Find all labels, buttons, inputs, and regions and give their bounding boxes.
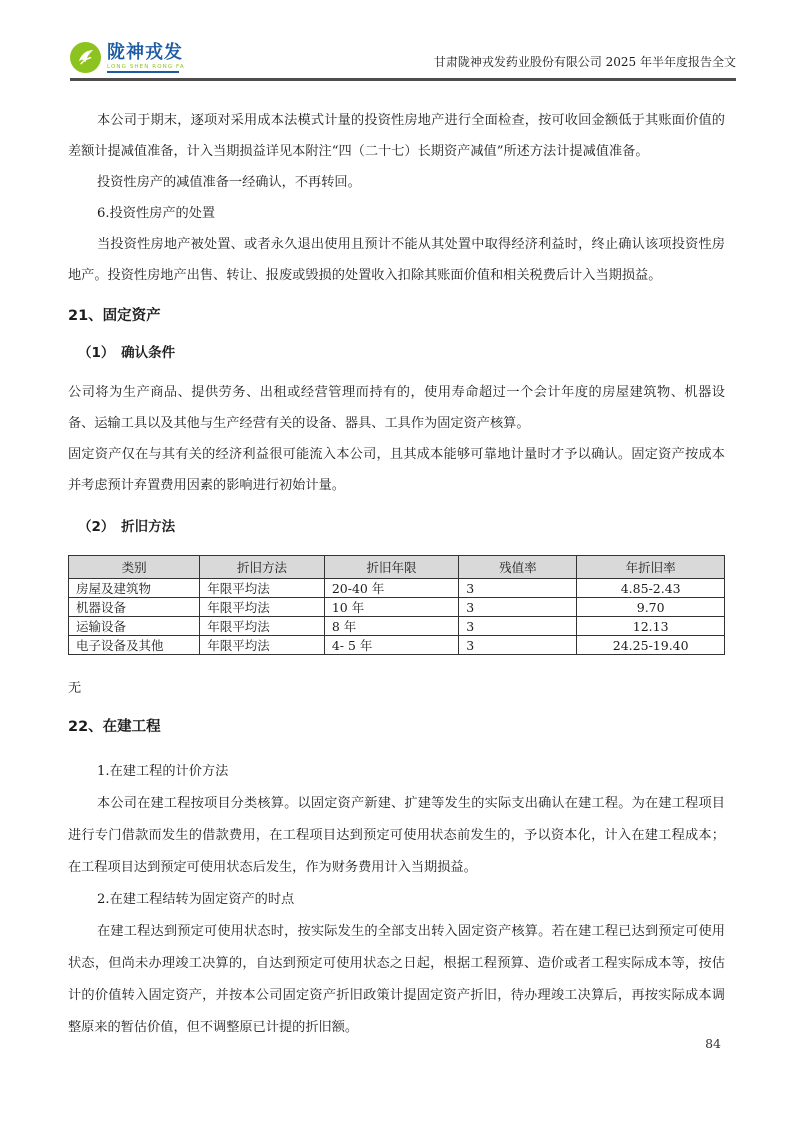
table-cell: 年限平均法 bbox=[200, 617, 325, 636]
paragraph-impairment-check: 本公司于期末，逐项对采用成本法模式计量的投资性房地产进行全面检查，按可收回金额低于其账面价值的差额计提减值准备，计入当期损益详见本附注“四（二十七）长期资产减值”所述方法计提减值准备。 bbox=[68, 113, 725, 159]
table-cell: 9.70 bbox=[577, 598, 725, 617]
table-header-row bbox=[69, 556, 725, 579]
paragraph-cip-method-title: 1.在建工程的计价方法 bbox=[97, 764, 229, 779]
logo-text-cn: 陇神戎发 bbox=[107, 41, 183, 63]
document-body bbox=[0, 81, 793, 1044]
page-header bbox=[0, 0, 793, 81]
col-header-category: 类别 bbox=[69, 556, 200, 579]
subheading-recognition: （1） 确认条件 bbox=[78, 345, 176, 361]
table-cell: 3 bbox=[459, 636, 577, 655]
logo-underline bbox=[107, 71, 179, 73]
paragraph-cip-method-body: 本公司在建工程按项目分类核算。以固定资产新建、扩建等发生的实际支出确认在建工程。为在建工程项目进行专门借款而发生的借款费用，在工程项目达到预定可使用状态前发生的，予以资本化，计入在建工程成本；在工程项目达到预定可使用状态后发生，作为财务费用计入当期损益。 bbox=[68, 796, 725, 875]
paragraph-recognition-1: 公司将为生产商品、提供劳务、出租或经营管理而持有的，使用寿命超过一个会计年度的房屋建筑物、机器设备、运输工具以及其他与生产经营有关的设备、器具、工具作为固定资产核算。 bbox=[68, 385, 725, 431]
table-cell: 12.13 bbox=[577, 617, 725, 636]
col-header-annual-rate: 年折旧率 bbox=[577, 556, 725, 579]
report-title: 甘肃陇神戎发药业股份有限公司 2025 年半年度报告全文 bbox=[433, 55, 736, 69]
table-cell: 3 bbox=[459, 579, 577, 598]
table-cell: 4.85-2.43 bbox=[577, 579, 725, 598]
paragraph-cip-transfer-title: 2.在建工程结转为固定资产的时点 bbox=[97, 892, 295, 907]
table-cell: 3 bbox=[459, 617, 577, 636]
table-cell: 3 bbox=[459, 598, 577, 617]
table-cell: 房屋及建筑物 bbox=[69, 579, 200, 598]
paragraph-recognition-2: 固定资产仅在与其有关的经济利益很可能流入本公司，且其成本能够可靠地计量时才予以确认。固定资产按成本并考虑预计弃置费用因素的影响进行初始计量。 bbox=[68, 447, 725, 493]
logo-icon bbox=[70, 42, 101, 73]
table-cell: 年限平均法 bbox=[200, 598, 325, 617]
table-cell: 机器设备 bbox=[69, 598, 200, 617]
company-logo bbox=[70, 42, 185, 73]
paragraph-disposal-title: 6.投资性房产的处置 bbox=[97, 206, 216, 221]
table-cell: 10 年 bbox=[324, 598, 458, 617]
table-cell: 20-40 年 bbox=[324, 579, 458, 598]
logo-text-en: LONG SHEN RONG FA bbox=[107, 63, 185, 70]
table-cell: 24.25-19.40 bbox=[577, 636, 725, 655]
table-cell: 8 年 bbox=[324, 617, 458, 636]
col-header-residual-rate: 残值率 bbox=[459, 556, 577, 579]
paragraph-cip-transfer-body: 在建工程达到预定可使用状态时，按实际发生的全部支出转入固定资产核算。若在建工程已达到预定可使用状态，但尚未办理竣工决算的，自达到预定可使用状态之日起，根据工程预算、造价或者工程实际成本等，按估计的价值转入固定资产，并按本公司固定资产折旧政策计提固定资产折旧，待办理竣工决算后，再按实际成本调整原来的暂估价值，但不调整原已计提的折旧额。 bbox=[68, 924, 725, 1035]
table-cell: 年限平均法 bbox=[200, 579, 325, 598]
table-cell: 电子设备及其他 bbox=[69, 636, 200, 655]
paragraph-impairment-no-reversal: 投资性房产的减值准备一经确认，不再转回。 bbox=[97, 175, 361, 190]
table-cell: 运输设备 bbox=[69, 617, 200, 636]
table-row bbox=[69, 598, 725, 617]
depreciation-table bbox=[68, 555, 725, 655]
table-row bbox=[69, 636, 725, 655]
subheading-depreciation: （2） 折旧方法 bbox=[78, 519, 176, 535]
table-cell: 4- 5 年 bbox=[324, 636, 458, 655]
table-row bbox=[69, 579, 725, 598]
page-number: 84 bbox=[705, 1036, 721, 1051]
section-heading-construction-in-progress: 22、在建工程 bbox=[68, 719, 161, 735]
paragraph-none: 无 bbox=[68, 681, 82, 696]
table-cell: 年限平均法 bbox=[200, 636, 325, 655]
col-header-life: 折旧年限 bbox=[324, 556, 458, 579]
section-heading-fixed-assets: 21、固定资产 bbox=[68, 308, 161, 324]
paragraph-disposal-body: 当投资性房地产被处置、或者永久退出使用且预计不能从其处置中取得经济利益时，终止确认该项投资性房地产。投资性房地产出售、转让、报废或毁损的处置收入扣除其账面价值和相关税费后计入当期损益。 bbox=[68, 237, 725, 283]
table-row bbox=[69, 617, 725, 636]
col-header-method: 折旧方法 bbox=[200, 556, 325, 579]
